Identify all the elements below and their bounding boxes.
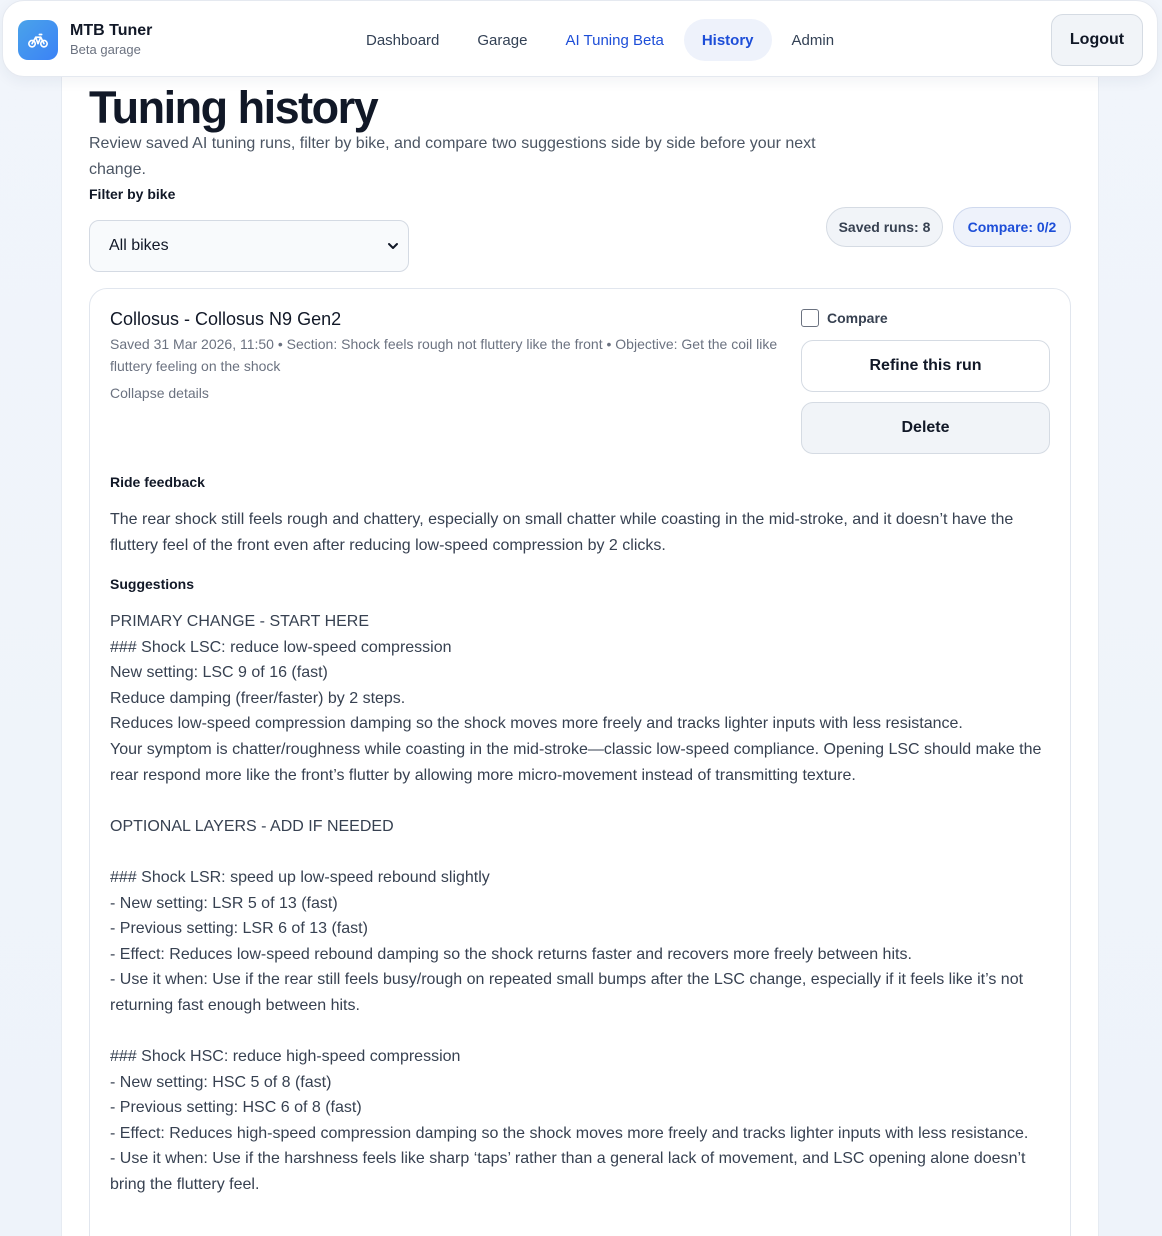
bike-filter-value: All bikes (109, 237, 169, 254)
ride-feedback-text: The rear shock still feels rough and chattery, especially on small chatter while coasting in the mid-stroke, and it doesn’t have the fluttery feel of the front even after reducing low-speed compression by 2 clicks. (110, 511, 1014, 554)
page-title: Tuning history (89, 82, 378, 133)
suggestion-line (110, 839, 1050, 865)
suggestion-line (110, 788, 1050, 814)
nav-garage[interactable]: Garage (477, 31, 528, 49)
nav-ai-tuning[interactable]: AI Tuning Beta (565, 31, 664, 49)
brand-subtitle: Beta garage (70, 42, 141, 57)
brand-name: MTB Tuner (70, 22, 153, 39)
suggestion-line: - New setting: HSC 5 of 8 (fast) (110, 1073, 332, 1091)
suggestion-line: ### Shock LSC: reduce low-speed compression (110, 638, 452, 656)
suggestions-heading: Suggestions (110, 576, 195, 592)
suggestion-line (110, 1019, 1050, 1045)
nav-dashboard[interactable]: Dashboard (366, 31, 440, 49)
suggestion-line: - Use it when: Use if the rear still feels busy/rough on repeated small bumps after the LSC change, especially if it feels like it’s not returning fast enough between hits. (110, 971, 1024, 1014)
suggestion-line: PRIMARY CHANGE - START HERE (110, 613, 370, 630)
suggestion-line: OPTIONAL LAYERS - ADD IF NEEDED (110, 817, 394, 835)
suggestion-line: New setting: LSC 9 of 16 (fast) (110, 664, 328, 682)
tuning-run-card (89, 288, 1071, 1236)
compare-label: Compare (827, 310, 888, 326)
suggestion-line: - Effect: Reduces low-speed rebound damping so the shock returns faster and recovers more freely between hits. (110, 945, 912, 963)
suggestion-line: Reduces low-speed compression damping so the shock moves more freely and tracks lighter inputs with less resistance. (110, 715, 963, 733)
suggestions-text (110, 609, 1050, 1198)
nav-history[interactable]: History (684, 19, 772, 61)
bike-filter-select[interactable] (89, 220, 409, 272)
suggestion-line: ### Shock LSR: speed up low-speed rebound slightly (110, 868, 490, 886)
run-meta: Saved 31 Mar 2026, 11:50 • Section: Shock feels rough not fluttery like the front • Objective: Get the coil like fluttery feeling on the shock (110, 336, 778, 374)
page-description: Review saved AI tuning runs, filter by bike, and compare two suggestions side by side before your next change. (89, 135, 816, 178)
bike-icon[interactable] (18, 20, 58, 60)
compare-checkbox-group[interactable] (801, 309, 888, 327)
collapse-details-link[interactable]: Collapse details (110, 385, 209, 401)
suggestion-line: - Previous setting: HSC 6 of 8 (fast) (110, 1099, 362, 1117)
saved-runs-badge: Saved runs: 8 (826, 207, 943, 247)
refine-run-button[interactable]: Refine this run (801, 340, 1050, 392)
suggestion-line: - Previous setting: LSR 6 of 13 (fast) (110, 920, 368, 938)
filter-label: Filter by bike (89, 186, 176, 202)
nav-admin[interactable]: Admin (791, 31, 835, 49)
suggestion-line: - Effect: Reduces high-speed compression damping so the shock moves more freely and tracks lighter inputs with less resistance. (110, 1124, 1029, 1142)
run-title: Collosus - Collosus N9 Gen2 (110, 309, 342, 329)
compare-count-badge: Compare: 0/2 (953, 207, 1071, 247)
chevron-down-icon (386, 239, 400, 258)
top-navigation-bar (2, 0, 1158, 77)
main-nav (348, 19, 852, 61)
logout-button[interactable]: Logout (1051, 14, 1143, 66)
ride-feedback-heading: Ride feedback (110, 474, 205, 490)
suggestion-line: - Use it when: Use if the harshness feels like sharp ‘taps’ rather than a general lack of movement, and LSC opening alone doesn’t bring the fluttery feel. (110, 1150, 1026, 1194)
delete-run-button[interactable]: Delete (801, 402, 1050, 454)
suggestion-line: ### Shock HSC: reduce high-speed compression (110, 1048, 461, 1066)
suggestion-line: Reduce damping (freer/faster) by 2 steps. (110, 689, 406, 707)
compare-checkbox[interactable] (801, 309, 819, 327)
suggestion-line: - New setting: LSR 5 of 13 (fast) (110, 894, 338, 912)
suggestion-line: Your symptom is chatter/roughness while coasting in the mid-stroke—classic low-speed compliance. Opening LSC should make the rear respond more like the front’s flutter by allowing more micro-movement instead of transmitting texture. (110, 740, 1042, 784)
